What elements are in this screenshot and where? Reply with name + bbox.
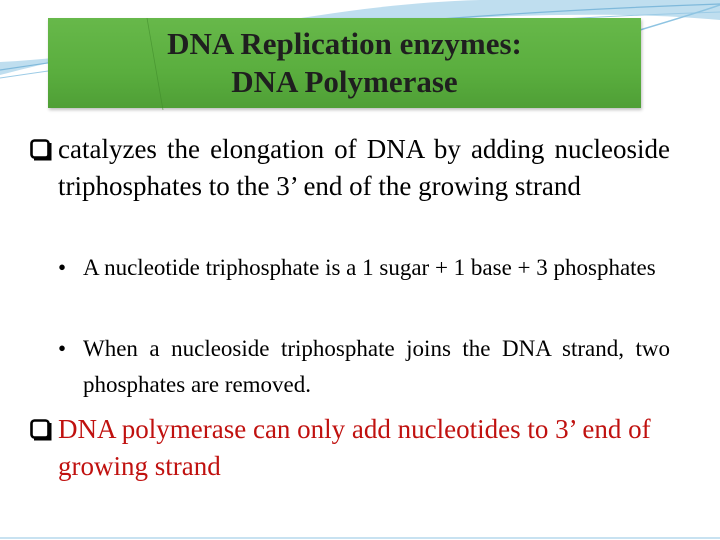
main-point-text: catalyzes the elongation of DNA by adding nucleoside triphosphates to the 3’ end of the growing strand (58, 134, 670, 201)
bullet-dot-icon: • (58, 336, 67, 361)
bullet-dot-icon: • (58, 255, 67, 280)
checkbox-bullet-icon (30, 139, 52, 161)
sub-bullet-text: When a nucleoside triphosphate joins the DNA strand, two phosphates are removed. (83, 336, 670, 397)
main-point-polymerase (30, 411, 670, 485)
sub-bullet-nucleotide (58, 250, 670, 286)
sub-bullet-phosphates (58, 331, 670, 403)
checkbox-bullet-icon (30, 419, 52, 441)
sub-bullet-text: A nucleotide triphosphate is a 1 sugar + 1 base + 3 phosphates (83, 255, 656, 280)
main-point-elongation (30, 131, 670, 205)
slide-title-line-2: DNA Polymerase (231, 64, 458, 99)
slide-title-line-1: DNA Replication enzymes: (167, 26, 522, 61)
main-point-text: DNA polymerase can only add nucleotides to 3’ end of growing strand (58, 414, 651, 481)
